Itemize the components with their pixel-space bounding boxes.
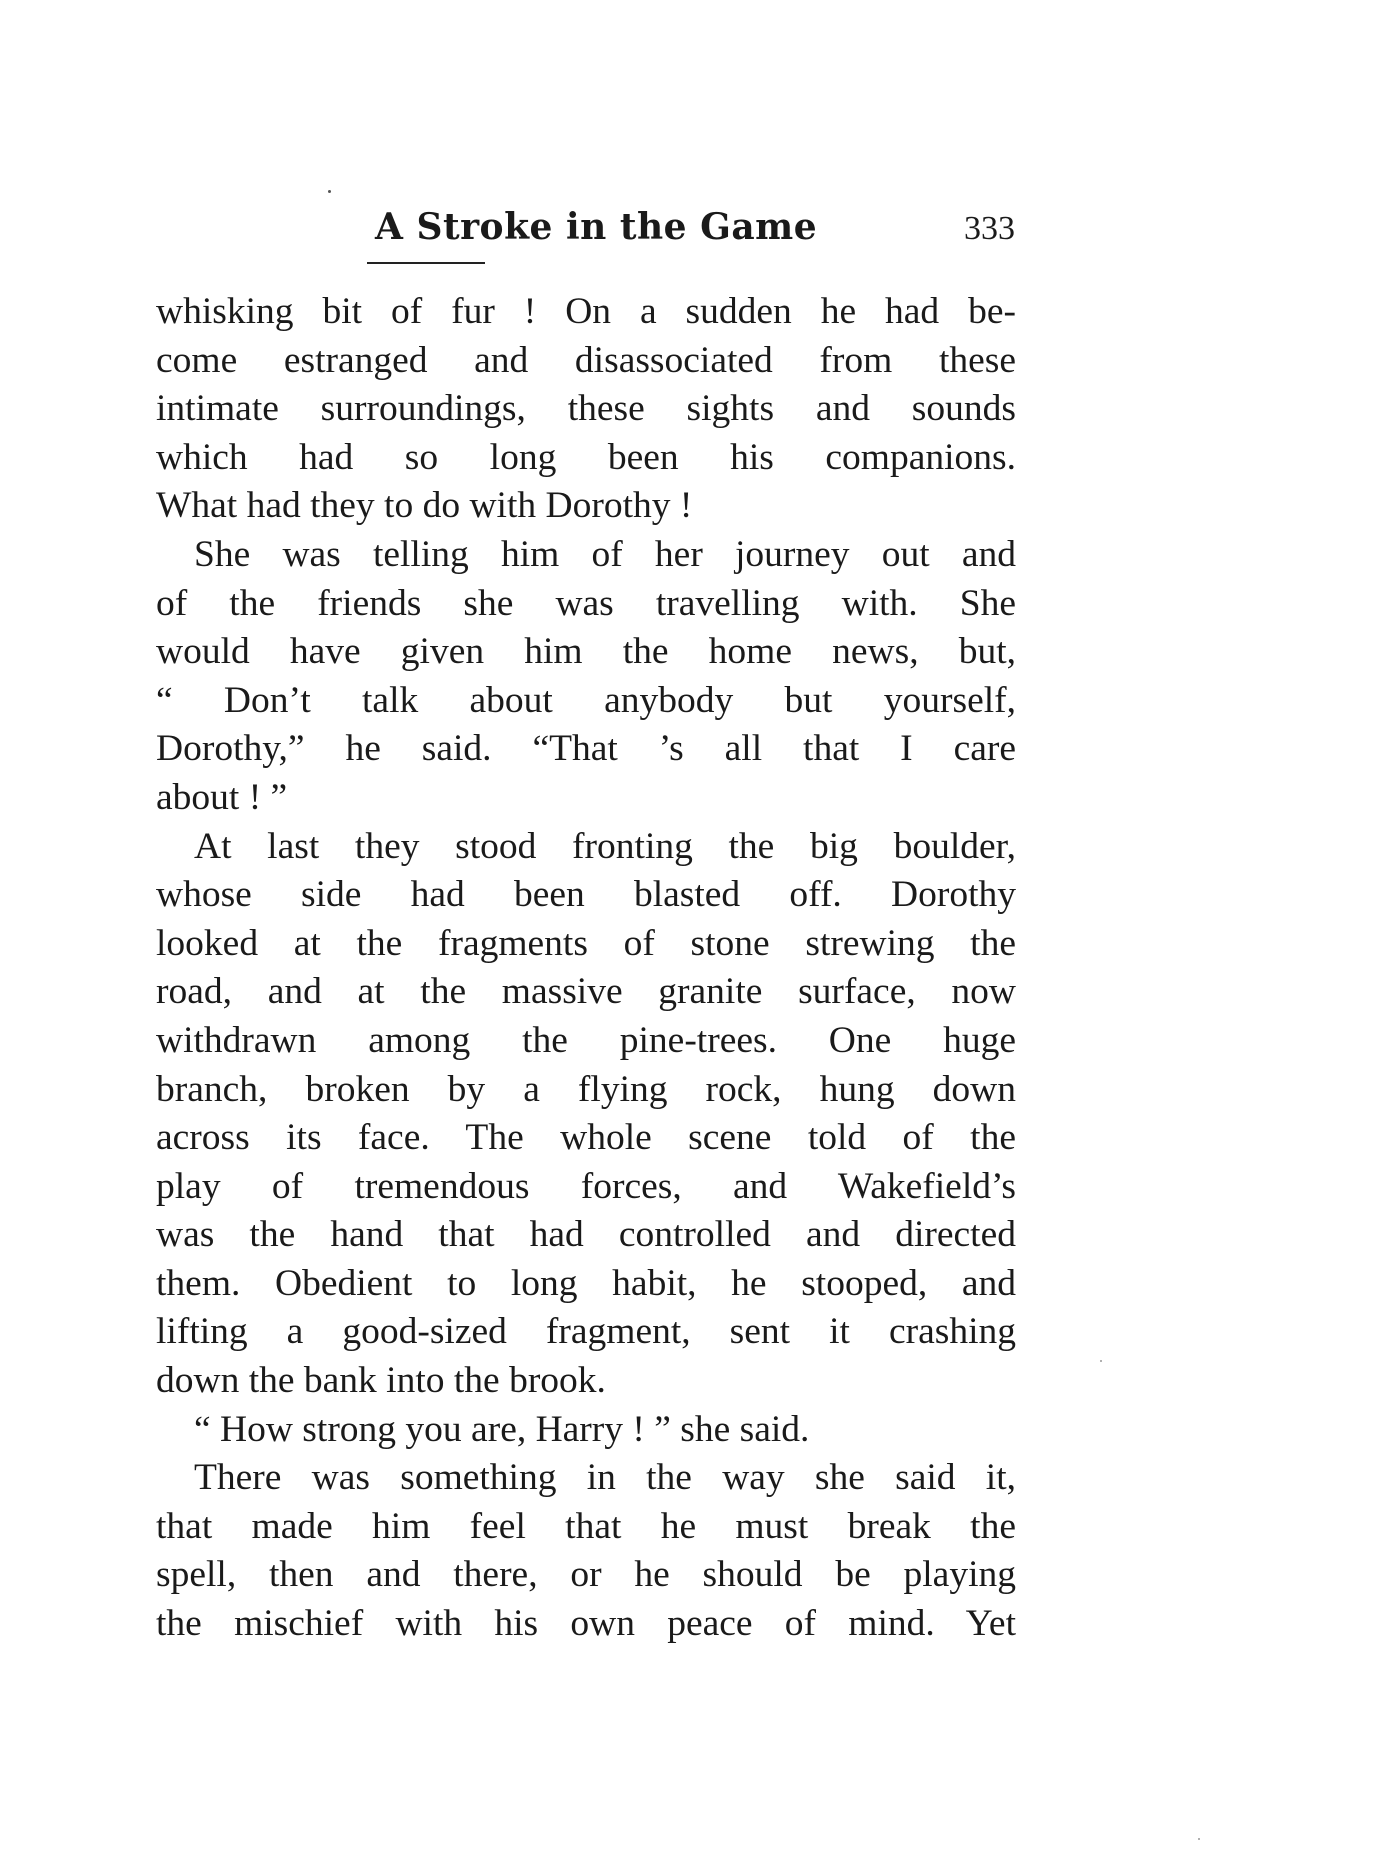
- text-line: was the hand that had controlled and directed: [156, 1214, 1016, 1256]
- text-line: about ! ”: [156, 776, 288, 818]
- text-line: spell, then and there, or he should be playing: [156, 1554, 1016, 1596]
- print-speck: [1198, 1838, 1200, 1840]
- text-line: down the bank into the brook.: [156, 1360, 606, 1402]
- text-line: come estranged and disassociated from these: [156, 339, 1016, 381]
- text-line: looked at the fragments of stone strewing the: [156, 922, 1016, 964]
- text-line: “ How strong you are, Harry ! ” she said.: [194, 1408, 810, 1450]
- print-speck: [328, 190, 331, 193]
- text-line: She was telling him of her journey out and: [194, 533, 1016, 575]
- text-line: lifting a good-sized fragment, sent it crashing: [156, 1311, 1016, 1353]
- text-line: whisking bit of fur ! On a sudden he had be-: [156, 291, 1016, 332]
- text-line: withdrawn among the pine-trees. One huge: [156, 1019, 1016, 1061]
- text-line: There was something in the way she said it,: [194, 1457, 1016, 1499]
- text-line: whose side had been blasted off. Dorothy: [156, 874, 1016, 916]
- text-line: play of tremendous forces, and Wakefield’s: [156, 1165, 1016, 1207]
- text-line: that made him feel that he must break the: [156, 1505, 1016, 1547]
- text-line: “ Don’t talk about anybody but yourself,: [156, 679, 1016, 721]
- header-rule: [367, 262, 485, 264]
- text-line: branch, broken by a flying rock, hung down: [156, 1068, 1016, 1110]
- text-line: What had they to do with Dorothy !: [156, 485, 693, 527]
- text-line: Dorothy,” he said. “That ’s all that I care: [156, 728, 1016, 770]
- text-line: the mischief with his own peace of mind. Yet: [156, 1603, 1016, 1645]
- text-line: them. Obedient to long habit, he stooped, and: [156, 1262, 1016, 1304]
- body-text: [156, 288, 1016, 1649]
- print-speck: [1100, 1360, 1102, 1362]
- page-number: 333: [964, 210, 1015, 247]
- running-header: [155, 200, 1015, 260]
- text-line: would have given him the home news, but,: [156, 631, 1016, 673]
- text-line: of the friends she was travelling with. She: [156, 582, 1016, 624]
- text-line: which had so long been his companions.: [156, 436, 1016, 478]
- text-line: At last they stood fronting the big boulder,: [194, 825, 1016, 867]
- running-title: A Stroke in the Game: [375, 206, 818, 248]
- text-line: intimate surroundings, these sights and sounds: [156, 388, 1016, 430]
- text-line: road, and at the massive granite surface, now: [156, 971, 1016, 1013]
- text-line: across its face. The whole scene told of the: [156, 1117, 1016, 1159]
